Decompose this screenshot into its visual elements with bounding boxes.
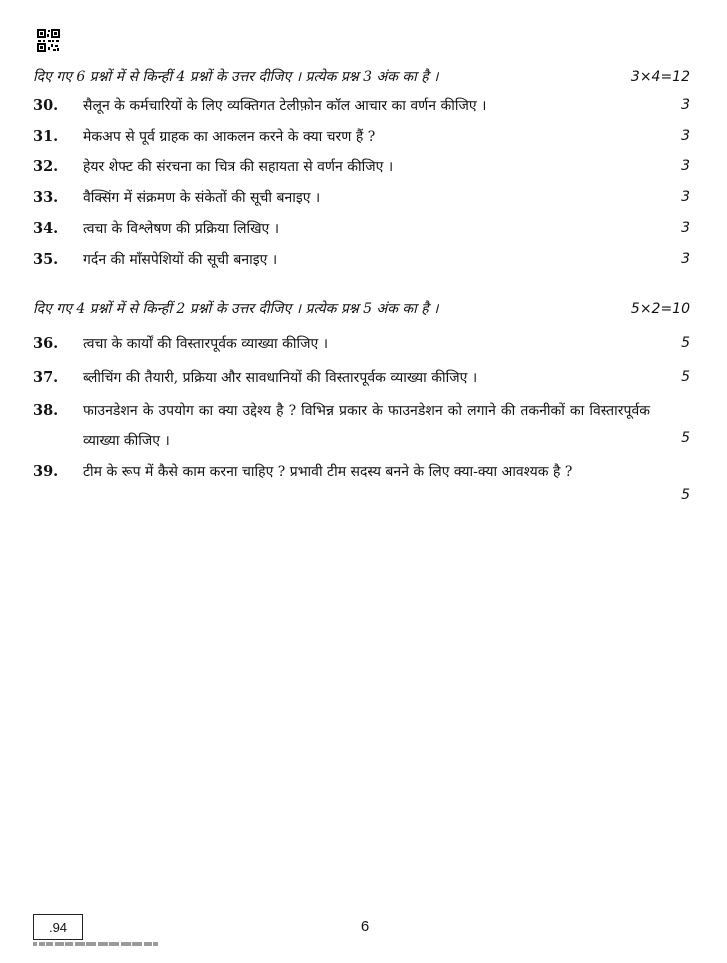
question-text: हेयर शेफ्ट की संरचना का चित्र की सहायता से वर्णन कीजिए । [83, 159, 394, 175]
question-mark: 5 [681, 487, 690, 503]
question-number: 32. [33, 158, 59, 175]
section-marks: 5×2=10 [630, 301, 690, 317]
question-number: 30. [33, 97, 59, 114]
question-text: टीम के रूप में कैसे काम करना चाहिए ? प्रभावी टीम सदस्य बनने के लिए क्या-क्या आवश्यक है ? [83, 464, 573, 480]
question-number: 34. [33, 220, 59, 237]
question-number: 31. [33, 128, 59, 145]
question-text: गर्दन की माँसपेशियों की सूची बनाइए । [83, 252, 278, 268]
question-number: 35. [33, 251, 59, 268]
question-mark: 3 [681, 251, 690, 267]
question-number: 36. [33, 335, 59, 352]
question-mark: 3 [681, 128, 690, 144]
question-text: फाउनडेशन के उपयोग का क्या उद्देश्य है ? विभिन्न प्रकार के फाउनडेशन को लगाने की तकनीकों का विस्तारपूर्वक व्याख्या कीजिए । [83, 403, 650, 449]
question-number: 37. [33, 369, 59, 386]
question-mark: 3 [681, 158, 690, 174]
section-marks: 3×4=12 [630, 69, 690, 85]
section-instruction [33, 299, 690, 318]
question-text: त्वचा के कार्यों की विस्तारपूर्वक व्याख्या कीजिए । [83, 336, 329, 352]
question-mark: 5 [681, 335, 690, 351]
question-text: त्वचा के विश्लेषण की प्रक्रिया लिखिए । [83, 221, 280, 237]
question-text: सैलून के कर्मचारियों के लिए व्यक्तिगत टेलीफ़ोन कॉल आचार का वर्णन कीजिए । [83, 98, 487, 114]
barcode-strip-icon [33, 942, 158, 946]
question-text: मेकअप से पूर्व ग्राहक का आकलन करने के क्या चरण हैं ? [83, 129, 376, 145]
question-text: ब्लीचिंग की तैयारी, प्रक्रिया और सावधानियों की विस्तारपूर्वक व्याख्या कीजिए । [83, 370, 478, 386]
question-mark: 3 [681, 189, 690, 205]
section-instruction-text: दिए गए 6 प्रश्नों में से किन्हीं 4 प्रश्नों के उत्तर दीजिए । प्रत्येक प्रश्न 3 अंक का है । [33, 69, 439, 85]
qr-code-icon [37, 29, 60, 52]
question-mark: 5 [681, 430, 690, 446]
question-mark: 5 [681, 369, 690, 385]
question-number: 33. [33, 189, 59, 206]
question-text: वैक्सिंग में संक्रमण के संकेतों की सूची बनाइए । [83, 190, 321, 206]
section-instruction [33, 67, 690, 86]
section-instruction-text: दिए गए 4 प्रश्नों में से किन्हीं 2 प्रश्नों के उत्तर दीजिए । प्रत्येक प्रश्न 5 अंक का है । [33, 301, 439, 317]
question-mark: 3 [681, 97, 690, 113]
paper-code: .94 [48, 919, 68, 935]
paper-code-box [33, 914, 83, 940]
question-number: 39. [33, 463, 59, 480]
question-number: 38. [33, 402, 59, 419]
question-mark: 3 [681, 220, 690, 236]
page-number: 6 [360, 918, 370, 935]
